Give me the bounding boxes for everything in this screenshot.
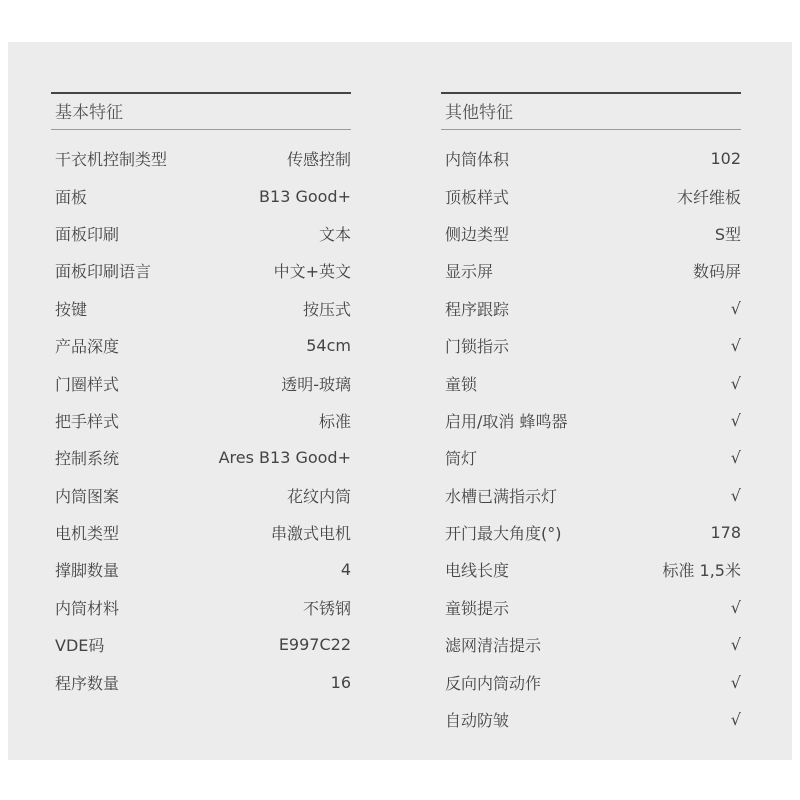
other-features-column	[441, 92, 741, 738]
basic-features-list	[51, 140, 351, 701]
basic-features-title: 基本特征	[51, 92, 351, 130]
spec-row	[441, 551, 741, 588]
spec-row	[51, 140, 351, 177]
spec-label: 滤网清洁提示	[445, 636, 542, 656]
spec-value: 中文+英文	[273, 262, 351, 282]
spec-label: VDE码	[55, 636, 105, 656]
spec-value: √	[730, 448, 741, 468]
spec-row	[51, 514, 351, 551]
spec-label: 自动防皱	[445, 711, 510, 731]
spec-label: 控制系统	[55, 449, 120, 469]
spec-row	[441, 439, 741, 476]
spec-label: 童锁	[445, 374, 478, 394]
spec-value: 4	[340, 560, 351, 580]
spec-row	[51, 663, 351, 700]
spec-row	[441, 327, 741, 364]
spec-value: √	[730, 298, 741, 318]
spec-value: 标准	[318, 411, 351, 431]
spec-value: 178	[710, 523, 741, 543]
spec-row	[441, 626, 741, 663]
spec-row	[51, 364, 351, 401]
spec-label: 门圈样式	[55, 374, 120, 394]
spec-row	[441, 663, 741, 700]
other-features-title: 其他特征	[441, 92, 741, 130]
spec-label: 电线长度	[445, 561, 510, 581]
spec-label: 产品深度	[55, 337, 120, 357]
spec-value: 数码屏	[692, 262, 741, 282]
spec-row	[441, 477, 741, 514]
spec-value: 16	[330, 672, 351, 692]
spec-label: 内筒图案	[55, 486, 120, 506]
spec-value: √	[730, 373, 741, 393]
spec-label: 内筒材料	[55, 598, 120, 618]
spec-label: 电机类型	[55, 524, 120, 544]
spec-row	[51, 290, 351, 327]
spec-value: 木纤维板	[676, 187, 741, 207]
spec-label: 顶板样式	[445, 187, 510, 207]
spec-value: 54cm	[306, 336, 351, 356]
spec-row	[441, 402, 741, 439]
spec-label: 面板印刷	[55, 224, 120, 244]
spec-label: 干衣机控制类型	[55, 150, 168, 170]
spec-value: E997C22	[278, 635, 351, 655]
spec-value: 文本	[318, 224, 351, 244]
spec-label: 按键	[55, 299, 88, 319]
spec-row	[51, 402, 351, 439]
spec-row	[441, 514, 741, 551]
spec-label: 程序数量	[55, 673, 120, 693]
spec-label: 内筒体积	[445, 150, 510, 170]
spec-row	[441, 252, 741, 289]
spec-row	[441, 215, 741, 252]
spec-row	[441, 177, 741, 214]
spec-label: 反向内筒动作	[445, 673, 542, 693]
spec-row	[441, 589, 741, 626]
spec-label: 撑脚数量	[55, 561, 120, 581]
spec-value: √	[730, 485, 741, 505]
spec-value: Ares B13 Good+	[218, 448, 351, 468]
spec-value: B13 Good+	[259, 186, 351, 206]
spec-row	[51, 252, 351, 289]
spec-value: 标准 1,5米	[662, 561, 741, 581]
spec-value: 不锈钢	[302, 598, 351, 618]
spec-row	[441, 364, 741, 401]
spec-row	[51, 215, 351, 252]
spec-row	[441, 701, 741, 738]
spec-label: 筒灯	[445, 449, 478, 469]
spec-row	[51, 477, 351, 514]
spec-label: 水槽已满指示灯	[445, 486, 558, 506]
spec-label: 门锁指示	[445, 337, 510, 357]
spec-row	[51, 177, 351, 214]
spec-value: √	[730, 336, 741, 356]
spec-row	[441, 290, 741, 327]
spec-label: 侧边类型	[445, 224, 510, 244]
spec-value: 串激式电机	[270, 524, 351, 544]
spec-value: 花纹内筒	[286, 486, 351, 506]
spec-value: 透明-玻璃	[281, 374, 351, 394]
spec-label: 把手样式	[55, 411, 120, 431]
spec-row	[51, 551, 351, 588]
spec-value: √	[730, 710, 741, 730]
spec-value: √	[730, 635, 741, 655]
spec-value: 传感控制	[286, 150, 351, 170]
other-features-list	[441, 140, 741, 738]
spec-value: 按压式	[302, 299, 351, 319]
spec-label: 童锁提示	[445, 598, 510, 618]
spec-row	[51, 626, 351, 663]
spec-row	[51, 589, 351, 626]
spec-value: 102	[710, 149, 741, 169]
spec-label: 程序跟踪	[445, 299, 510, 319]
spec-row	[51, 327, 351, 364]
spec-label: 开门最大角度(°)	[445, 524, 562, 544]
spec-panel	[8, 42, 792, 760]
spec-value: √	[730, 410, 741, 430]
spec-row	[441, 140, 741, 177]
basic-features-column	[51, 92, 351, 701]
spec-label: 启用/取消 蜂鸣器	[445, 411, 568, 431]
spec-row	[51, 439, 351, 476]
spec-value: S型	[714, 224, 741, 244]
spec-label: 显示屏	[445, 262, 494, 282]
spec-value: √	[730, 672, 741, 692]
spec-value: √	[730, 597, 741, 617]
spec-label: 面板印刷语言	[55, 262, 152, 282]
spec-label: 面板	[55, 187, 88, 207]
